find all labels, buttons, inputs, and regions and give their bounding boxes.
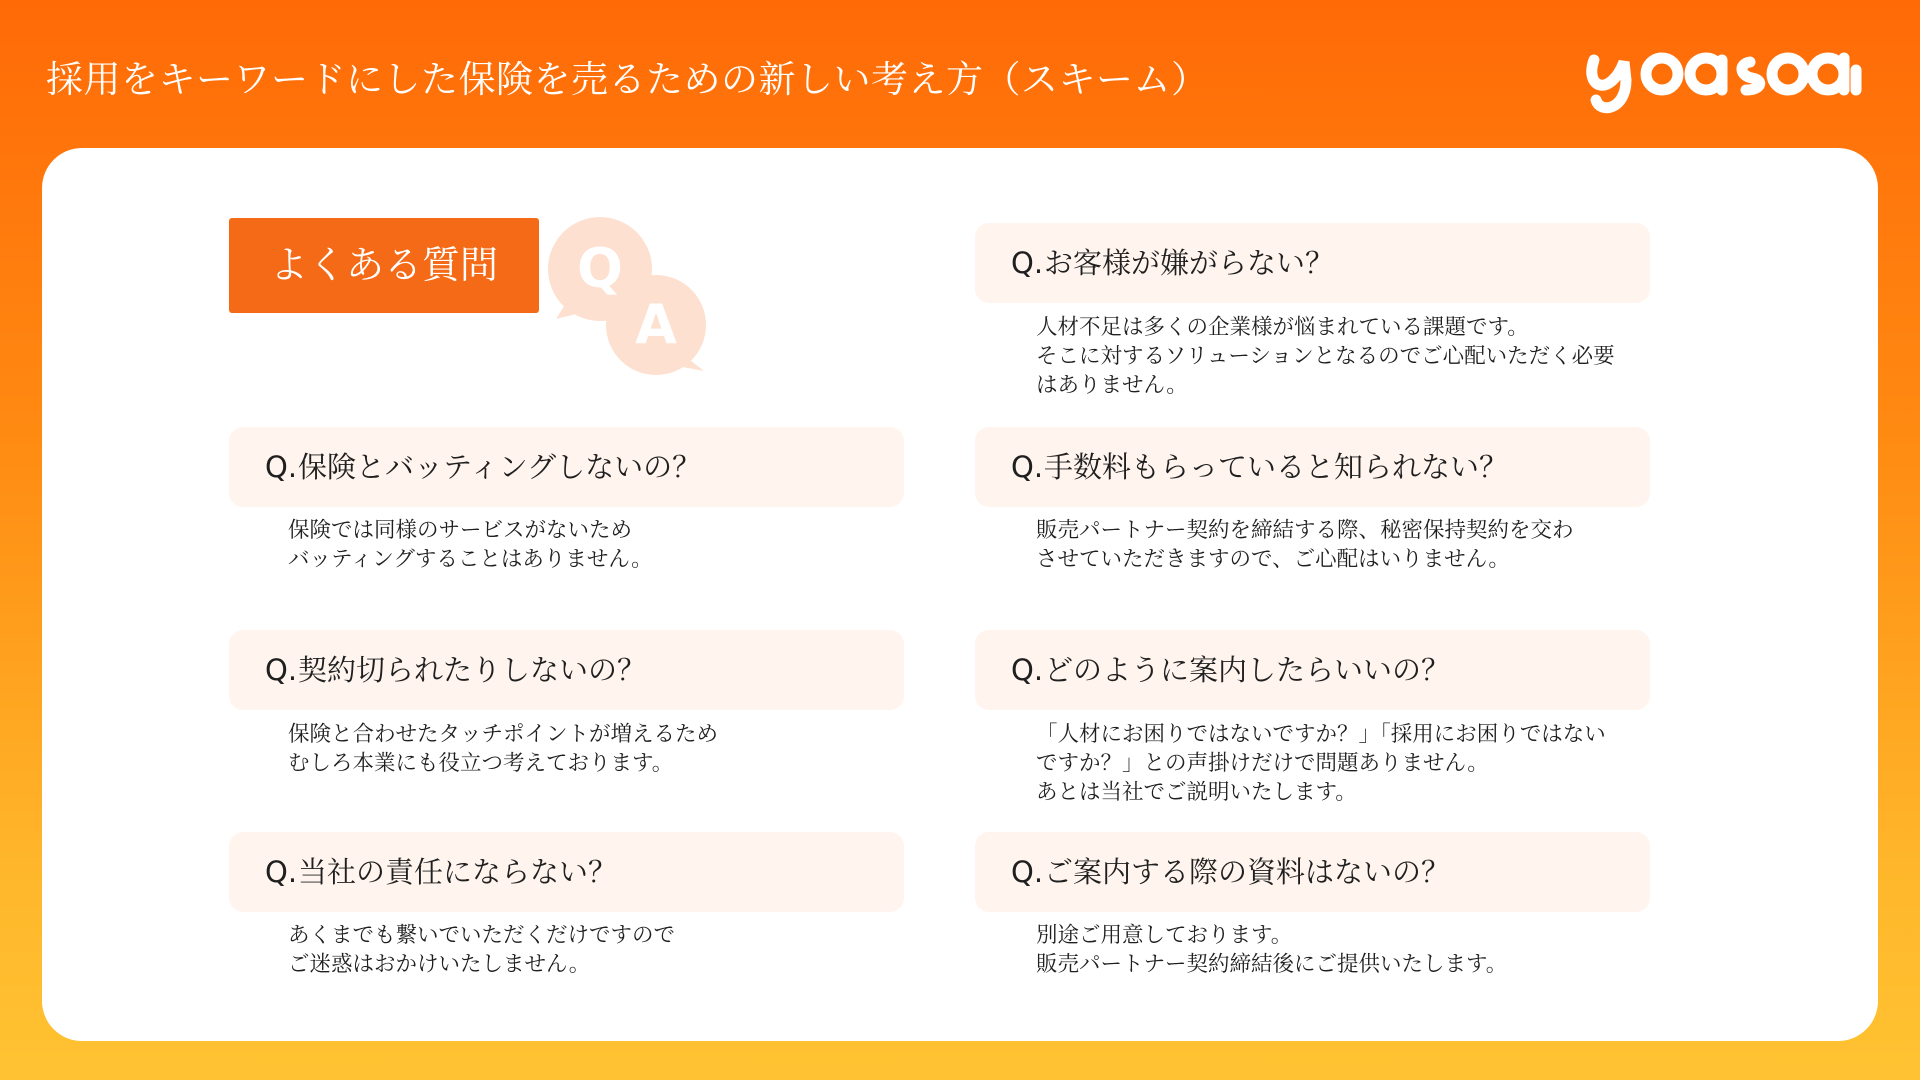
q-letter: Q xyxy=(577,237,623,300)
faq-question: Q.保険とバッティングしないの？ xyxy=(229,427,904,507)
faq-question: Q.お客様が嫌がらない？ xyxy=(975,223,1650,303)
faq-badge: よくある質問 xyxy=(229,218,539,313)
page-title: 採用をキーワードにした保険を売るための新しい考え方（スキーム） xyxy=(46,58,1209,101)
faq-question: Q.手数料もらっていると知られない？ xyxy=(975,427,1650,507)
qa-speech-bubbles-icon xyxy=(544,215,714,377)
faq-answer: 保険と合わせたタッチポイントが増えるため むしろ本業にも役立つ考えております。 xyxy=(288,722,719,776)
faq-question: Q.当社の責任にならない？ xyxy=(229,832,904,912)
yoasobi-logo xyxy=(1580,40,1872,118)
faq-answer: あくまでも繋いでいただくだけですので ご迷惑はおかけいたしません。 xyxy=(288,923,676,977)
faq-answer: 人材不足は多くの企業様が悩まれている課題です。 そこに対するソリューションとなるのでご心配いただく必要 はありません。 xyxy=(1036,315,1615,398)
faq-answer: 「人材にお困りではないですか？」「採用にお困りではない ですか？」との声掛けだけで問題ありません。 あとは当社でご説明いたします。 xyxy=(1036,722,1606,805)
faq-answer: 別途ご用意しております。 販売パートナー契約締結後にご提供いたします。 xyxy=(1036,923,1508,977)
faq-answer: 保険では同様のサービスがないため バッティングすることはありません。 xyxy=(288,518,653,572)
svg-text:yoasobi: yoasobi xyxy=(1580,40,1584,41)
faq-question: Q.契約切られたりしないの？ xyxy=(229,630,904,710)
faq-question: Q.どのように案内したらいいの？ xyxy=(975,630,1650,710)
a-letter: A xyxy=(635,293,677,356)
faq-question: Q.ご案内する際の資料はないの？ xyxy=(975,832,1650,912)
faq-answer: 販売パートナー契約を締結する際、秘密保持契約を交わ させていただきますので、ご心配はいりません。 xyxy=(1036,518,1574,572)
